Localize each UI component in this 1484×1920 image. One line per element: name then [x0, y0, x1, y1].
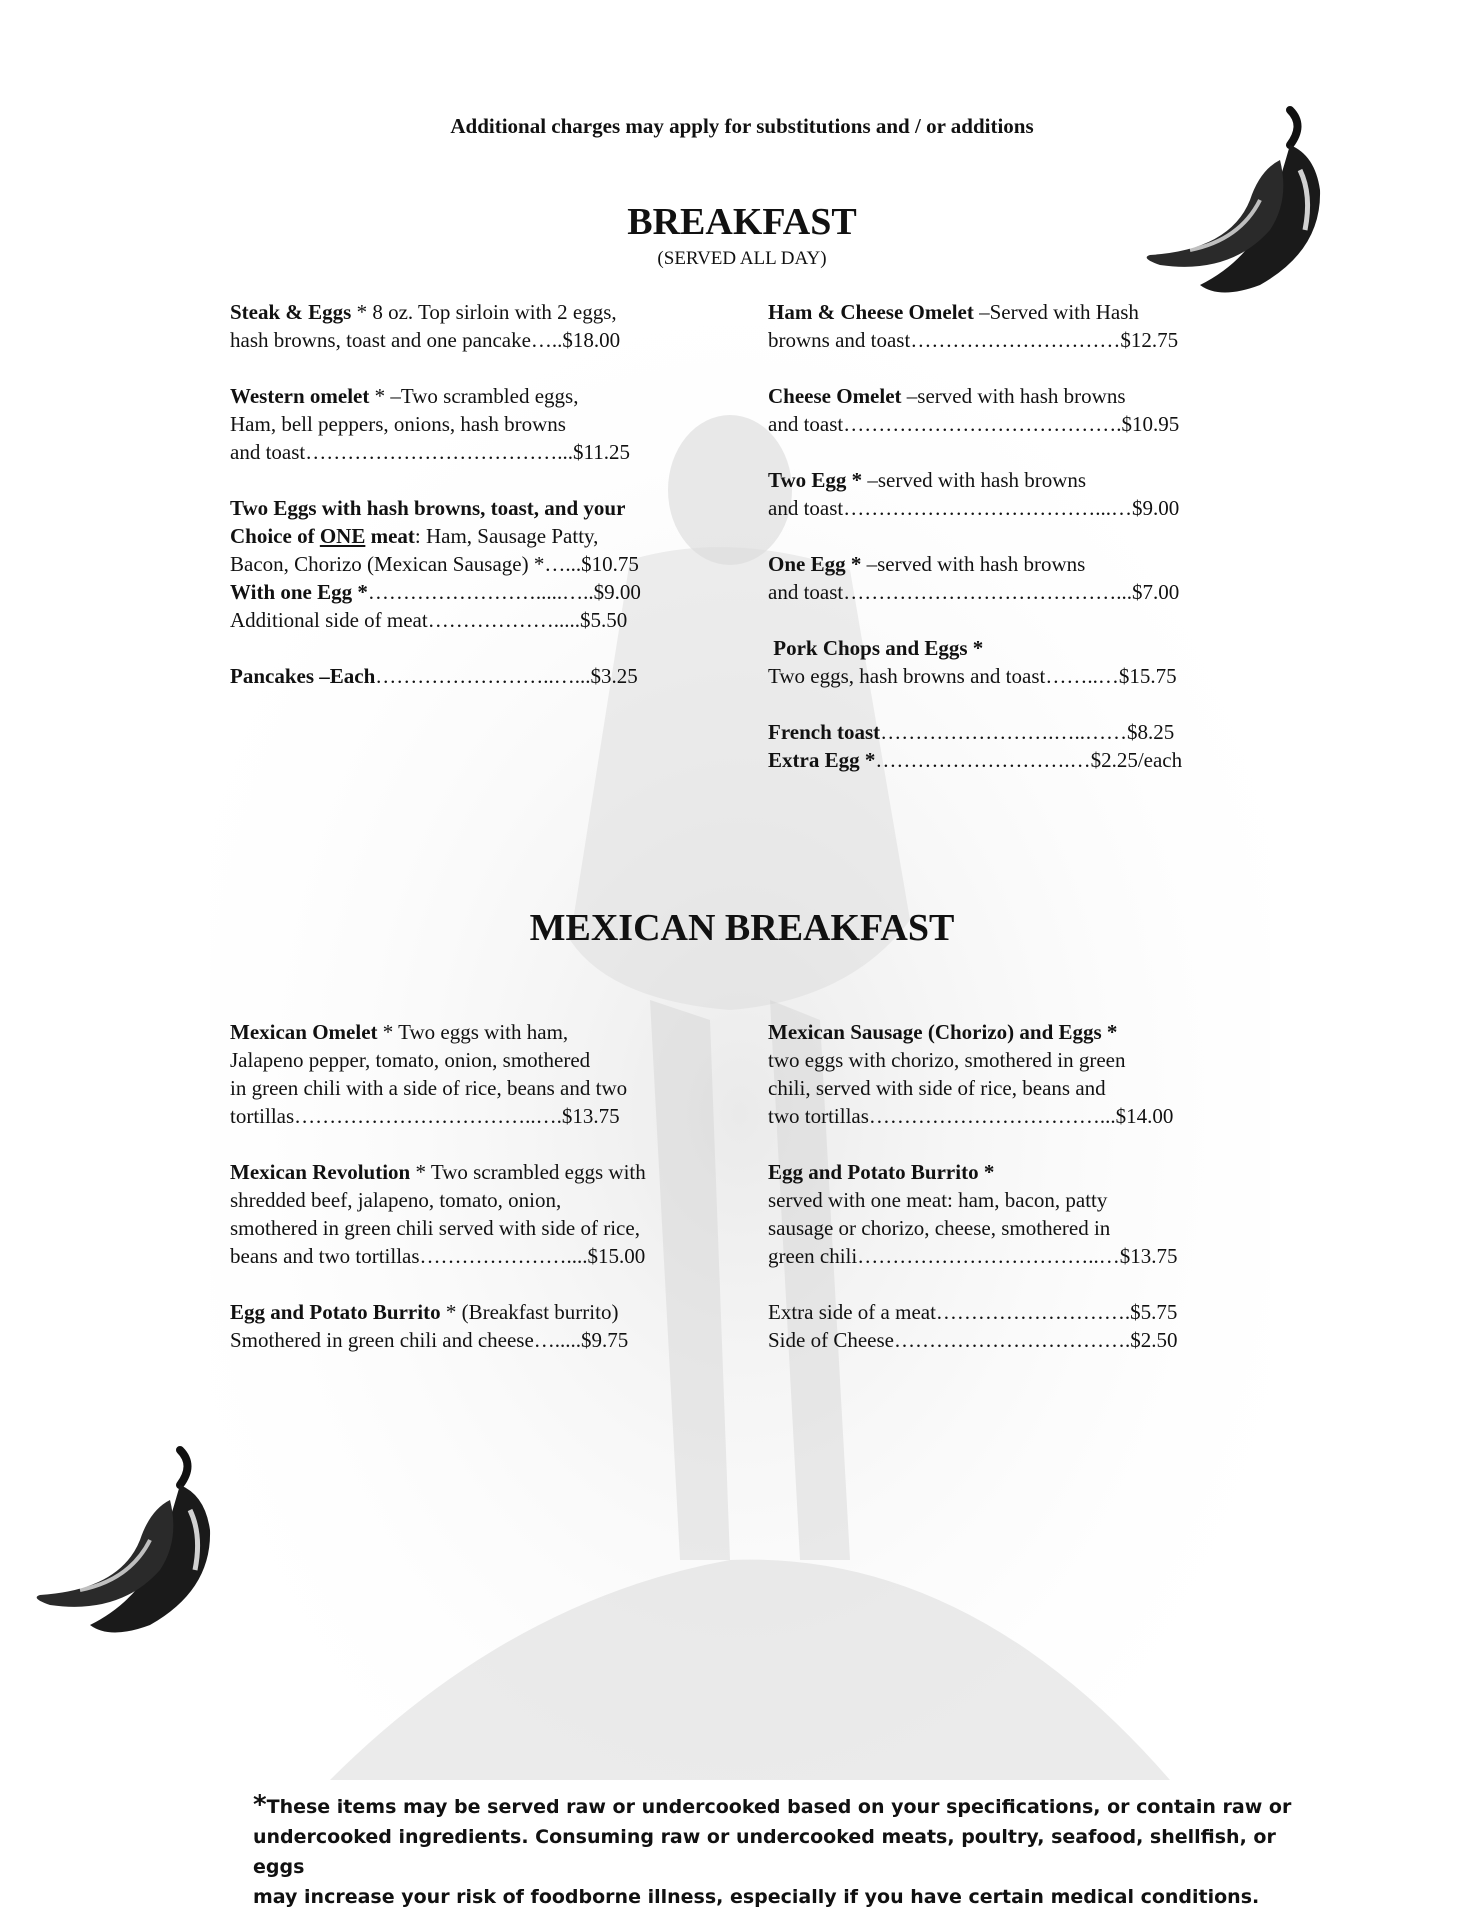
- menu-item-cheese-omelet: Cheese Omelet –served with hash browns and toast………………………………….$10.95: [768, 384, 1180, 436]
- menu-item-two-egg: Two Egg * –served with hash browns and toast………………………………...…$9.00: [768, 468, 1180, 520]
- menu-item-french-toast: French toast…………………….…..……$8.25: [768, 720, 1175, 744]
- menu-item-side-cheese: Side of Cheese…………………………….$2.50: [768, 1328, 1178, 1352]
- breakfast-title: BREAKFAST: [627, 201, 857, 243]
- substitution-note: Additional charges may apply for substitutions and / or additions: [450, 114, 1034, 138]
- menu-item-mexican-omelet: Mexican Omelet * Two eggs with ham, Jalapeno pepper, tomato, onion, smothered in green chili with a side of rice, beans and two tortillas……………………………..….$13.75: [230, 1020, 628, 1128]
- mexican-right-column: [768, 1018, 1177, 1354]
- menu-item-pork-chops: Pork Chops and Eggs * Two eggs, hash browns and toast……..…$15.75: [768, 636, 1177, 688]
- menu-item-mexican-revolution: Mexican Revolution * Two scrambled eggs with shredded beef, jalapeno, tomato, onion, smothered in green chili served with side of rice, beans and two tortillas…………………....$15.00: [230, 1160, 646, 1268]
- menu-item-egg-potato-burrito-meat: Egg and Potato Burrito * served with one meat: ham, bacon, patty sausage or chorizo, cheese, smothered in green chili……………………………..…$13.75: [768, 1160, 1178, 1268]
- menu-item-two-eggs: Two Eggs with hash browns, toast, and your Choice of ONE meat: Ham, Sausage Patty, Bacon, Chorizo (Mexican Sausage) *…...$10.75 With one Egg *…………………….....…..$9.00 Additional side of meat……………….....$5.50: [230, 496, 641, 632]
- breakfast-right-column: [768, 298, 1182, 774]
- menu-item-chorizo-eggs: Mexican Sausage (Chorizo) and Eggs * two eggs with chorizo, smothered in green chili, served with side of rice, beans and two tortillas……………………………...$14.00: [768, 1020, 1174, 1128]
- menu-item-steak-eggs: Steak & Eggs * 8 oz. Top sirloin with 2 eggs, hash browns, toast and one pancake…..$18.00: [230, 300, 621, 352]
- breakfast-left-column: [230, 298, 641, 718]
- menu-item-extra-side-meat: Extra side of a meat……………………….$5.75: [768, 1300, 1178, 1324]
- food-safety-disclaimer: *These items may be served raw or undercooked based on your specifications, or contain raw or undercooked ingredients. Consuming raw or undercooked meats, poultry, seafood, shellfish, or eggs may increase your risk of foodborne illness, especially if you have certain medical conditions.: [253, 1790, 1292, 1908]
- menu-item-pancakes: Pancakes –Each……………………..…...$3.25: [230, 664, 638, 688]
- mexican-breakfast-title: MEXICAN BREAKFAST: [529, 907, 955, 949]
- mexican-left-column: [230, 1018, 646, 1382]
- chili-pepper-icon: [30, 1440, 230, 1645]
- menu-item-western-omelet: Western omelet * –Two scrambled eggs, Ham, bell peppers, onions, hash browns and toast………………………………...$11.25: [230, 384, 630, 464]
- menu-item-one-egg: One Egg * –served with hash browns and toast…………………………………...$7.00: [768, 552, 1180, 604]
- breakfast-subtitle: (SERVED ALL DAY): [657, 248, 827, 269]
- menu-item-extra-egg: Extra Egg *……………………….…$2.25/each: [768, 748, 1183, 772]
- menu-item-egg-potato-burrito: Egg and Potato Burrito * (Breakfast burrito) Smothered in green chili and cheese….....$9.75: [230, 1300, 629, 1352]
- menu-item-ham-cheese-omelet: Ham & Cheese Omelet –Served with Hash browns and toast…………………………$12.75: [768, 300, 1179, 352]
